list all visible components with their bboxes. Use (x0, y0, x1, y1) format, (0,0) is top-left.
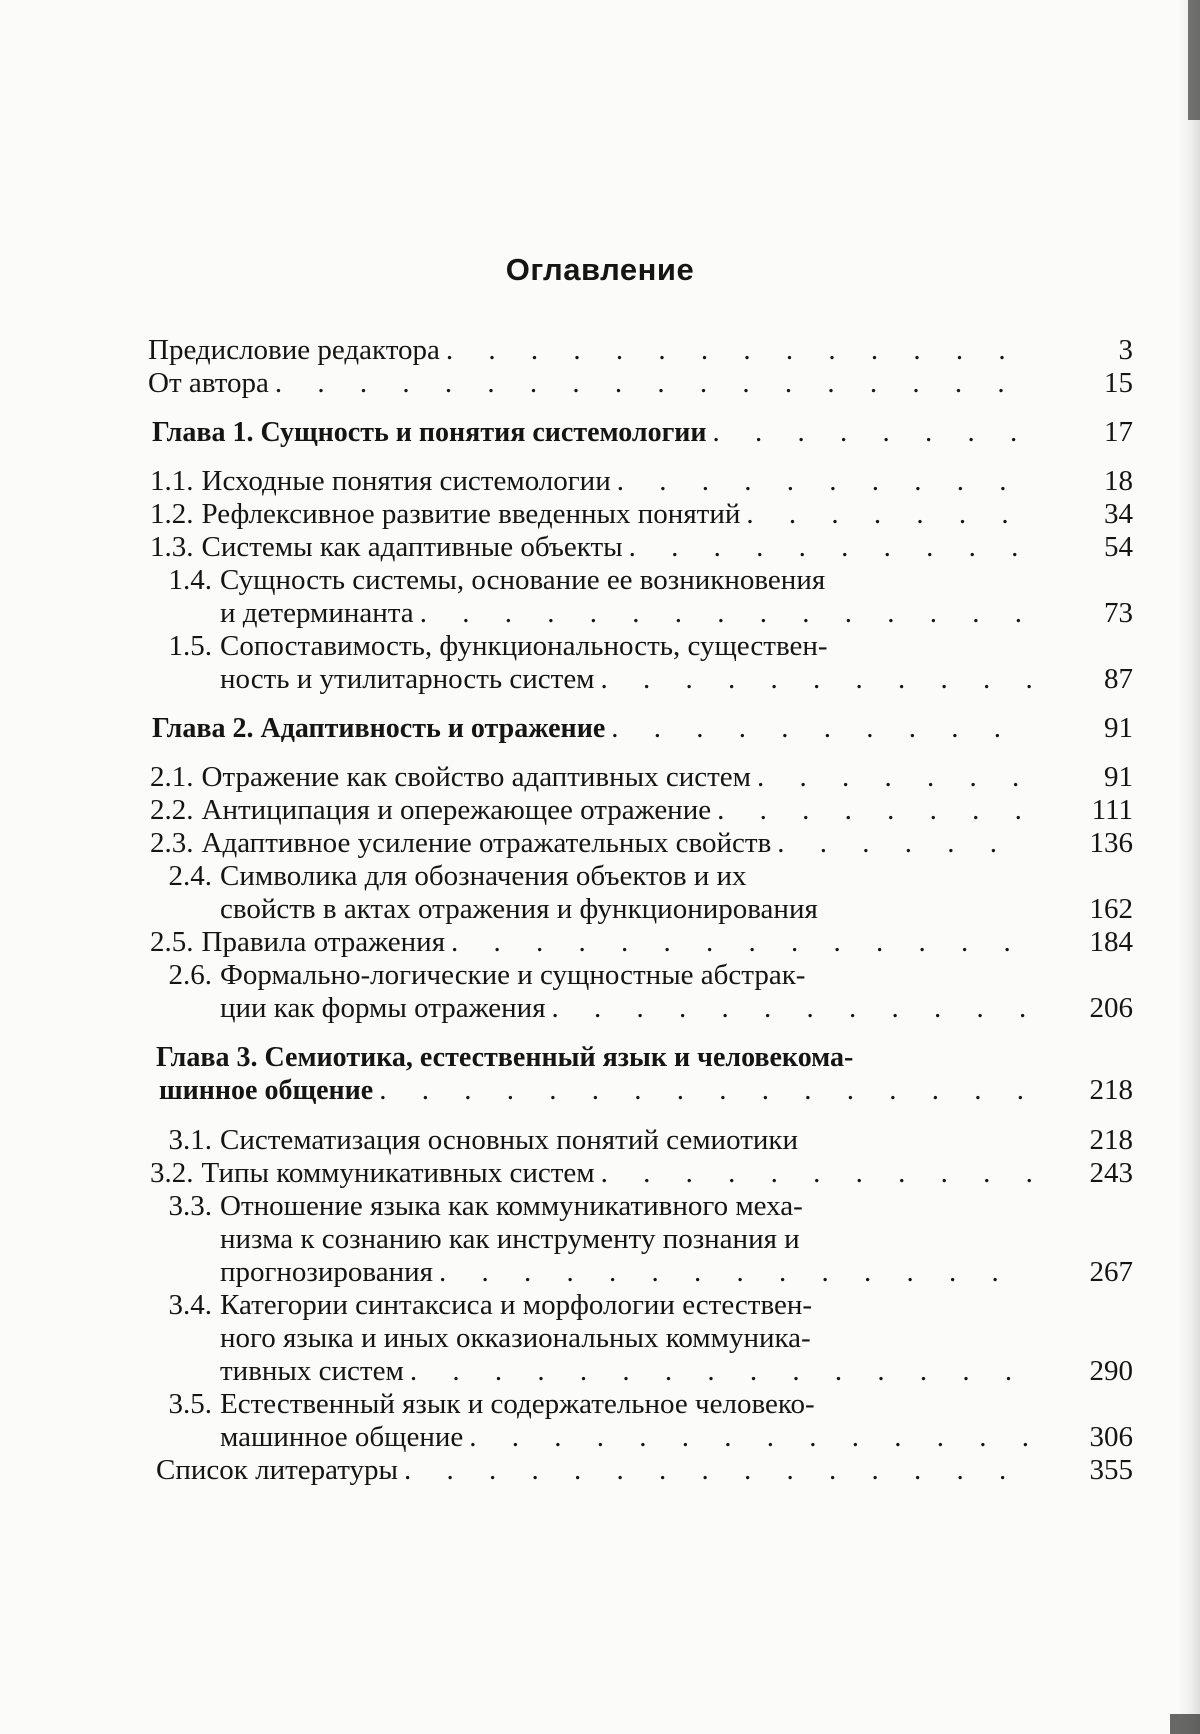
section-number: 2.1. (150, 761, 194, 793)
entry-text: Правила отражения (201, 926, 446, 958)
page-number: 111 (1091, 794, 1133, 826)
entry-text: Систематизация основных понятий семиотики (220, 1124, 798, 1156)
toc-section-1-1 (150, 465, 1038, 498)
entry-text-line: ность и утилитарность систем (220, 663, 595, 695)
section-number: 3.1. (168, 1124, 212, 1156)
section-number: 2.6. (168, 959, 212, 991)
toc-section-1-3 (150, 531, 1038, 564)
toc-entry-author-foreword (148, 367, 1038, 400)
entry-text: Исходные понятия системологии (201, 465, 611, 497)
section-number: 1.1. (150, 465, 194, 497)
section-number: 1.5. (168, 630, 212, 662)
page-number: 355 (1089, 1454, 1133, 1486)
chapter-title-line: Глава 3. Семиотика, естественный язык и человекома- (156, 1042, 854, 1073)
toc-section-3-1 (150, 1124, 1038, 1157)
section-number: 2.4. (168, 860, 212, 892)
page-number: 87 (1104, 663, 1133, 695)
page-number: 243 (1089, 1157, 1133, 1189)
entry-text-line: ного языка и иных окказиональных коммуника- (220, 1322, 811, 1354)
entry-text: Адаптивное усиление отражательных свойств (201, 827, 772, 859)
section-number: 3.5. (168, 1388, 212, 1420)
page-number: 206 (1089, 992, 1133, 1024)
entry-text: Антиципация и опережающее отражение (201, 794, 712, 826)
page-number: 136 (1089, 827, 1133, 859)
entry-text-line: и детерминанта (220, 597, 414, 629)
entry-text-line: машинное общение (220, 1421, 464, 1453)
page-number: 17 (1104, 416, 1133, 448)
page-number: 267 (1089, 1256, 1133, 1288)
page-number: 218 (1089, 1124, 1133, 1156)
toc-section-3-5 (150, 1388, 1038, 1454)
page-number: 91 (1104, 761, 1133, 793)
chapter-title: Глава 2. Адаптивность и отражение (152, 713, 606, 744)
section-number: 2.3. (150, 827, 194, 859)
section-number: 3.3. (168, 1190, 212, 1222)
entry-text-line: свойств в актах отражения и функционирования (220, 893, 818, 925)
entry-text: Типы коммуникативных систем (201, 1157, 595, 1189)
entry-text-line: Формально-логические и сущностные абстрак- (220, 959, 806, 991)
toc-entry-bibliography (156, 1454, 1038, 1487)
page-number: 73 (1104, 597, 1133, 629)
toc-section-2-2 (150, 794, 1038, 827)
scan-shadow-edge (1178, 0, 1200, 1734)
section-number: 3.4. (168, 1289, 212, 1321)
toc-section-1-2 (150, 498, 1038, 531)
toc-section-2-3 (150, 827, 1038, 860)
page-number: 218 (1089, 1074, 1133, 1106)
scan-edge-mark-top (1188, 0, 1200, 120)
section-number: 3.2. (150, 1157, 194, 1189)
page-number: 184 (1089, 926, 1133, 958)
entry-text: Отражение как свойство адаптивных систем (201, 761, 751, 793)
entry-text-line: Сопоставимость, функциональность, существен- (220, 630, 828, 662)
entry-text-line: тивных систем (220, 1355, 404, 1387)
toc-section-1-4 (150, 564, 1038, 630)
section-number: 2.5. (150, 926, 194, 958)
toc-chapter-1 (152, 416, 1038, 449)
entry-text: Системы как адаптивные объекты (201, 531, 623, 563)
scan-edge-mark-bottom (1170, 1714, 1200, 1734)
toc-chapter-2 (152, 712, 1038, 745)
page-title: Оглавление (505, 252, 695, 287)
entry-text-line: Сущность системы, основание ее возникновения (220, 564, 826, 596)
entry-text-line: Категории синтаксиса и морфологии естествен- (220, 1289, 813, 1321)
entry-text: Список литературы (156, 1454, 399, 1486)
toc-section-3-4 (150, 1289, 1038, 1388)
page-number: 91 (1104, 712, 1133, 744)
page-number: 15 (1104, 367, 1133, 399)
page-number: 162 (1089, 893, 1133, 925)
entry-text: Рефлексивное развитие введенных понятий (201, 498, 741, 530)
toc-section-2-5 (150, 926, 1038, 959)
entry-text-line: Символика для обозначения объектов и их (220, 860, 747, 892)
toc-section-3-2 (150, 1157, 1038, 1190)
entry-text-line: ции как формы отражения (220, 992, 546, 1024)
toc-section-2-4 (150, 860, 1038, 926)
section-number: 1.3. (150, 531, 194, 563)
page-number: 3 (1118, 334, 1133, 366)
section-number: 1.2. (150, 498, 194, 530)
toc-chapter-3 (156, 1041, 1038, 1107)
section-number: 1.4. (168, 564, 212, 596)
entry-text-line: Естественный язык и содержательное человеко- (220, 1388, 815, 1420)
entry-text: От автора (148, 367, 269, 399)
toc-section-2-6 (150, 959, 1038, 1025)
page-number: 54 (1104, 531, 1133, 563)
page-number: 18 (1104, 465, 1133, 497)
entry-text-line: прогнозирования (220, 1256, 433, 1288)
page-number: 34 (1104, 498, 1133, 530)
toc-section-1-5 (150, 630, 1038, 696)
chapter-title: Глава 1. Сущность и понятия системологии (152, 417, 707, 448)
chapter-title-line: шинное общение (159, 1075, 374, 1106)
toc-section-2-1 (150, 761, 1038, 794)
section-number: 2.2. (150, 794, 194, 826)
entry-text: Предисловие редактора (148, 334, 440, 366)
page-number: 290 (1089, 1355, 1133, 1387)
toc-entry-preface (148, 334, 1038, 367)
entry-text-line: низма к сознанию как инструменту познания и (220, 1223, 800, 1255)
toc-section-3-3 (150, 1190, 1038, 1289)
entry-text-line: Отношение языка как коммуникативного меха- (220, 1190, 803, 1222)
page-number: 306 (1089, 1421, 1133, 1453)
